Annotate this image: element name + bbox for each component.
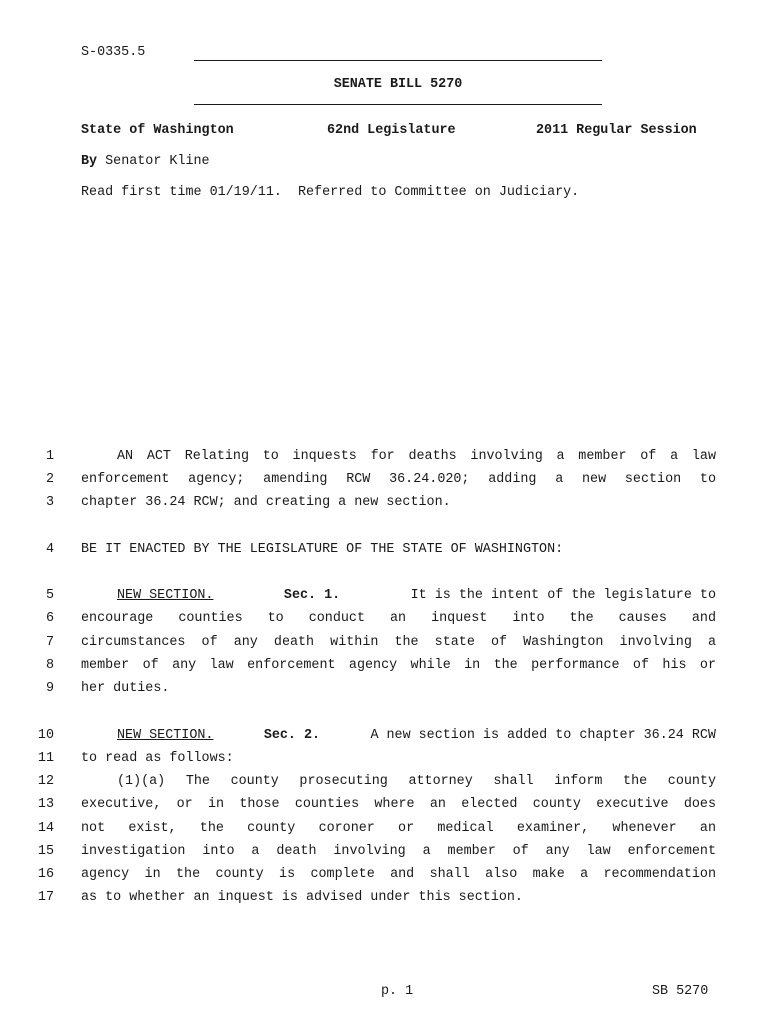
line-number: 3 bbox=[45, 495, 54, 510]
body-line: her duties. bbox=[81, 681, 170, 696]
line-number: 2 bbox=[45, 472, 54, 487]
line-number: 5 bbox=[45, 588, 54, 603]
section-number: Sec. 1. bbox=[283, 588, 341, 603]
line-number: 14 bbox=[37, 821, 54, 836]
body-line: chapter 36.24 RCW; and creating a new section. bbox=[81, 495, 451, 510]
line-number: 8 bbox=[45, 658, 54, 673]
new-section-label: NEW SECTION. bbox=[117, 588, 214, 603]
line-number: 1 bbox=[45, 449, 54, 464]
read-first-note: Read first time 01/19/11. Referred to Committee on Judiciary. bbox=[81, 185, 580, 200]
body-line: circumstances of any death within the state of Washington involving a bbox=[81, 635, 716, 650]
line-number: 12 bbox=[37, 774, 54, 789]
body-line: (1)(a) The county prosecuting attorney shall inform the county bbox=[117, 774, 716, 789]
by-label: By bbox=[81, 154, 98, 169]
body-line: not exist, the county coroner or medical examiner, whenever an bbox=[81, 821, 716, 836]
body-line: investigation into a death involving a member of any law enforcement bbox=[81, 844, 716, 859]
new-section-label: NEW SECTION. bbox=[117, 728, 214, 743]
body-line: member of any law enforcement agency while in the performance of his or bbox=[81, 658, 716, 673]
bill-reference: SB 5270 bbox=[652, 984, 709, 999]
body-line: A new section is added to chapter 36.24 RCW bbox=[370, 728, 716, 743]
sponsor-line bbox=[81, 154, 210, 170]
page-number: p. 1 bbox=[381, 984, 414, 999]
line-number: 13 bbox=[37, 797, 54, 812]
line-number: 9 bbox=[45, 681, 54, 696]
enacting-clause: BE IT ENACTED BY THE LEGISLATURE OF THE STATE OF WASHINGTON: bbox=[81, 542, 564, 557]
line-number: 15 bbox=[37, 844, 54, 859]
line-number: 6 bbox=[45, 611, 54, 626]
header-rule-bottom bbox=[194, 104, 602, 105]
line-number: 4 bbox=[45, 542, 54, 557]
document-code: S-0335.5 bbox=[81, 45, 146, 60]
state-name: State of Washington bbox=[81, 123, 234, 138]
line-number: 11 bbox=[37, 751, 54, 766]
body-line: It is the intent of the legislature to bbox=[410, 588, 716, 603]
header-rule-top bbox=[194, 60, 602, 61]
body-line: agency in the county is complete and shall also make a recommendation bbox=[81, 867, 716, 882]
bill-title: SENATE BILL 5270 bbox=[333, 77, 463, 92]
body-line: enforcement agency; amending RCW 36.24.020; adding a new section to bbox=[81, 472, 716, 487]
body-line: as to whether an inquest is advised under this section. bbox=[81, 890, 523, 905]
section-1-heading bbox=[81, 588, 716, 604]
body-line: executive, or in those counties where an elected county executive does bbox=[81, 797, 716, 812]
line-number: 10 bbox=[37, 728, 54, 743]
line-number: 7 bbox=[45, 635, 54, 650]
line-number: 17 bbox=[37, 890, 54, 905]
body-line: to read as follows: bbox=[81, 751, 234, 766]
section-2-heading bbox=[81, 728, 716, 744]
section-number: Sec. 2. bbox=[263, 728, 321, 743]
body-line: AN ACT Relating to inquests for deaths involving a member of a law bbox=[117, 449, 716, 464]
body-line: encourage counties to conduct an inquest into the causes and bbox=[81, 611, 716, 626]
session: 2011 Regular Session bbox=[536, 123, 697, 138]
line-number: 16 bbox=[37, 867, 54, 882]
legislature: 62nd Legislature bbox=[327, 123, 456, 138]
sponsor-name: Senator Kline bbox=[105, 154, 210, 169]
